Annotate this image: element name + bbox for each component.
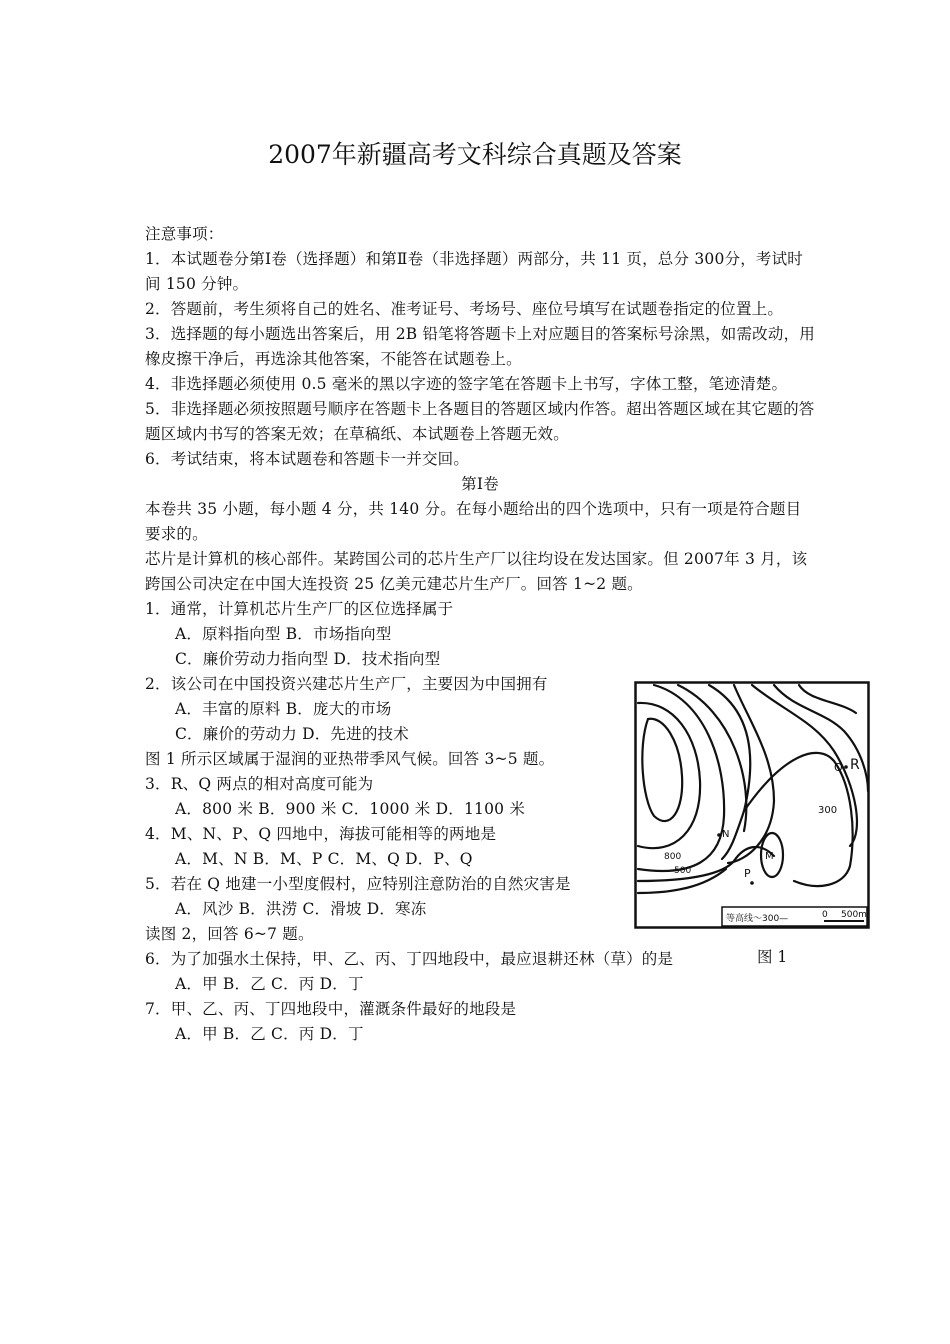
fig1-label-n: N [722, 829, 730, 840]
figure-1-caption: 图 1 [757, 948, 788, 966]
question-7-options: A．甲 B．乙 C．丙 D．丁 [175, 1025, 364, 1043]
passage-figure2: 读图 2，回答 6~7 题。 [145, 925, 314, 943]
notes-heading: 注意事项： [145, 225, 224, 243]
fig1-label-800: 800 [664, 852, 682, 862]
question-1-stem: 1．通常，计算机芯片生产厂的区位选择属于 [145, 600, 454, 618]
fig1-label-p: P [744, 867, 751, 880]
fig1-label-300: 300 [818, 805, 838, 816]
fig1-legend-zero: 0 [822, 910, 828, 920]
fig1-label-q: Q [834, 761, 843, 774]
question-1-options-a: A．原料指向型 B．市场指向型 [175, 625, 392, 643]
note-item: 1．本试题卷分第Ⅰ卷（选择题）和第Ⅱ卷（非选择题）两部分，共 11 页，总分 300分，考试时间 150 分钟。 [145, 250, 804, 293]
question-5-stem: 5．若在 Q 地建一小型度假村，应特别注意防治的自然灾害是 [145, 875, 571, 893]
note-item: 5．非选择题必须按照题号顺序在答题卡上各题目的答题区域内作答。超出答题区域在其它题的答题区域内书写的答案无效；在草稿纸、本试题卷上答题无效。 [145, 400, 815, 443]
question-5-options: A．风沙 B．洪涝 C．滑坡 D．寒冻 [175, 900, 427, 918]
question-4-stem: 4．M、N、P、Q 四地中，海拔可能相等的两地是 [145, 825, 497, 843]
note-item: 3．选择题的每小题选出答案后，用 2B 铅笔将答题卡上对应题目的答案标号涂黑，如需改动，用橡皮擦干净后，再选涂其他答案，不能答在试题卷上。 [145, 325, 815, 368]
section-heading: 第Ⅰ卷 [461, 475, 499, 493]
question-3-options: A．800 米 B．900 米 C．1000 米 D．1100 米 [175, 800, 526, 818]
page-title: 2007年新疆高考文科综合真题及答案 [268, 140, 682, 169]
question-4-options: A．M、N B．M、P C．M、Q D．P、Q [175, 850, 473, 868]
fig1-legend-contour: 等高线～300— [726, 914, 789, 924]
question-2-options-a: A．丰富的原料 B．庞大的市场 [175, 700, 392, 718]
question-6-stem: 6．为了加强水土保持，甲、乙、丙、丁四地段中，最应退耕还林（草）的是 [145, 950, 674, 968]
fig1-label-m: M [765, 851, 774, 862]
question-6-options: A．甲 B．乙 C．丙 D．丁 [175, 975, 364, 993]
passage-climate: 图 1 所示区域属于湿润的亚热带季风气候。回答 3~5 题。 [145, 750, 555, 768]
section-intro: 本卷共 35 小题，每小题 4 分，共 140 分。在每小题给出的四个选项中，只有一项是符合题目要求的。 [145, 500, 802, 543]
note-item: 6．考试结束，将本试题卷和答题卡一并交回。 [145, 450, 470, 468]
note-item: 4．非选择题必须使用 0.5 毫米的黑以字迹的签字笔在答题卡上书写，字体工整，笔迹清楚。 [145, 375, 788, 393]
passage-chip: 芯片是计算机的核心部件。某跨国公司的芯片生产厂以往均设在发达国家。但 2007年 3 月，该跨国公司决定在中国大连投资 25 亿美元建芯片生产厂。回答 1~2 题。 [145, 550, 808, 593]
fig1-legend-dist: 500m [841, 910, 867, 920]
fig1-label-r: R [850, 757, 860, 773]
question-1-options-b: C．廉价劳动力指向型 D．技术指向型 [175, 650, 441, 668]
question-3-stem: 3．R、Q 两点的相对高度可能为 [145, 775, 374, 793]
fig1-label-500: 500 [674, 866, 692, 876]
question-2-options-b: C．廉价的劳动力 D．先进的技术 [175, 725, 409, 743]
question-7-stem: 7．甲、乙、丙、丁四地段中，灌溉条件最好的地段是 [145, 1000, 517, 1018]
note-item: 2．答题前，考生须将自己的姓名、准考证号、考场号、座位号填写在试题卷指定的位置上。 [145, 300, 784, 318]
figure-1-contour-map [634, 681, 870, 929]
question-2-stem: 2．该公司在中国投资兴建芯片生产厂，主要因为中国拥有 [145, 675, 548, 693]
